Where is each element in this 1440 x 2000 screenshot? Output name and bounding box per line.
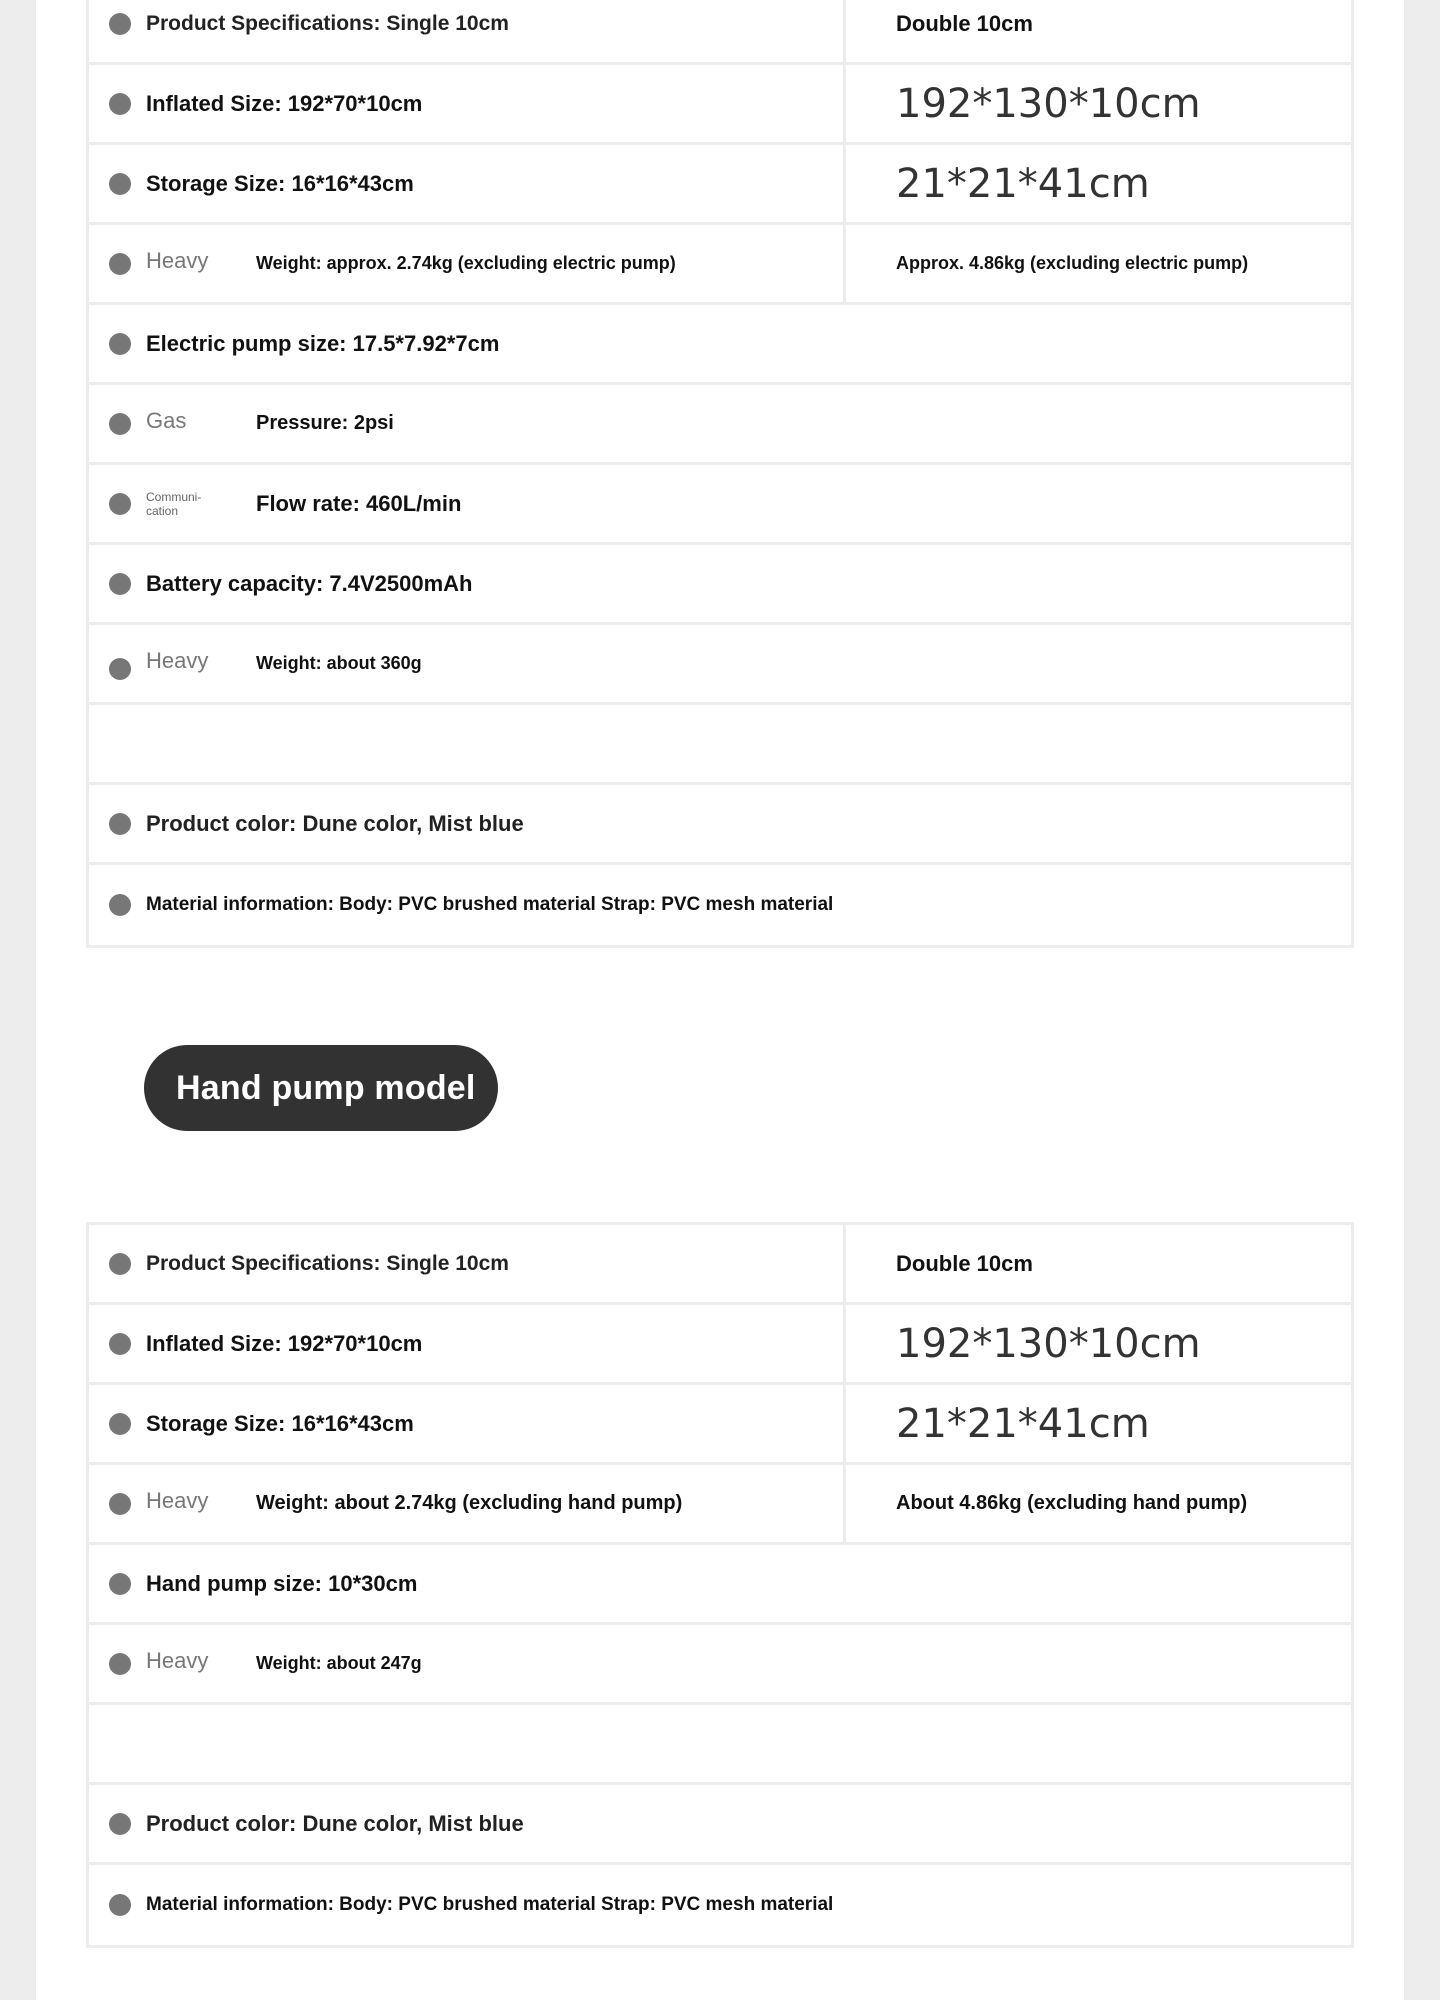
weight-label: Weight: about 2.74kg (excluding hand pump) [256, 1492, 683, 1514]
weight-value: About 4.86kg (excluding hand pump) [896, 1492, 1248, 1514]
color-label: Product color: Dune color, Mist blue [146, 1810, 524, 1836]
table-row [89, 1465, 1351, 1545]
material-label: Material information: Body: PVC brushed material Strap: PVC mesh material [146, 1894, 834, 1915]
weight-prefix: Heavy [146, 1487, 209, 1513]
hand-spec-table [86, 1222, 1354, 1948]
table-cell [89, 65, 846, 142]
table-cell [89, 145, 846, 222]
hand-pump-heading-text: Hand pump model [176, 1068, 476, 1107]
flow-prefix: Communi- cation [146, 489, 202, 518]
table-cell [846, 1305, 1351, 1382]
table-cell [846, 1465, 1351, 1542]
table-cell [89, 225, 846, 302]
table-cell [89, 545, 1351, 622]
pump-weight-prefix: Heavy [146, 1647, 209, 1673]
bullet-icon [109, 173, 131, 195]
pressure-label: Pressure: 2psi [256, 412, 394, 434]
bullet-icon [109, 573, 131, 595]
storage-size-label: Storage Size: 16*16*43cm [146, 170, 414, 196]
table-cell [89, 1865, 1351, 1945]
table-row [89, 225, 1351, 305]
pump-size-label: Electric pump size: 17.5*7.92*7cm [146, 330, 500, 356]
inflated-size-label: Inflated Size: 192*70*10cm [146, 1330, 423, 1356]
table-cell [89, 705, 1351, 782]
flow-rate-label: Flow rate: 460L/min [256, 490, 462, 516]
table-row [89, 385, 1351, 465]
storage-size-value: 21*21*41cm [896, 1400, 1150, 1447]
table-row [89, 465, 1351, 545]
table-row [89, 1865, 1351, 1945]
table-cell [89, 1705, 1351, 1782]
bullet-icon [109, 253, 131, 275]
bullet-icon [109, 1813, 131, 1835]
bullet-icon [109, 1413, 131, 1435]
weight-value: Approx. 4.86kg (excluding electric pump) [896, 253, 1249, 273]
table-cell [89, 1785, 1351, 1862]
table-row [89, 305, 1351, 385]
bullet-icon [109, 13, 131, 35]
bullet-icon [109, 1653, 131, 1675]
table-cell [89, 1625, 1351, 1702]
weight-prefix: Heavy [146, 247, 209, 273]
table-row [89, 625, 1351, 705]
bullet-icon [109, 813, 131, 835]
pump-weight-label: Weight: about 360g [256, 653, 422, 673]
table-cell [846, 1385, 1351, 1462]
table-row [89, 145, 1351, 225]
bullet-icon [109, 1894, 131, 1916]
inflated-size-value: 192*130*10cm [896, 80, 1201, 127]
table-cell [89, 785, 1351, 862]
table-row [89, 1225, 1351, 1305]
spec-value: Double 10cm [896, 1250, 1033, 1276]
battery-label: Battery capacity: 7.4V2500mAh [146, 570, 473, 596]
table-cell [89, 865, 1351, 945]
storage-size-value: 21*21*41cm [896, 160, 1150, 207]
pump-weight-label: Weight: about 247g [256, 1653, 422, 1673]
bullet-icon [109, 658, 131, 680]
table-cell [89, 465, 1351, 542]
material-label: Material information: Body: PVC brushed material Strap: PVC mesh material [146, 894, 834, 915]
table-row [89, 1545, 1351, 1625]
table-cell [846, 225, 1351, 302]
bullet-icon [109, 1573, 131, 1595]
table-row [89, 785, 1351, 865]
table-row [89, 865, 1351, 945]
table-row [89, 1385, 1351, 1465]
electric-spec-table [86, 0, 1354, 948]
table-cell [89, 1545, 1351, 1622]
table-row [89, 1625, 1351, 1705]
table-cell [89, 1465, 846, 1542]
table-cell [846, 65, 1351, 142]
bullet-icon [109, 413, 131, 435]
table-row [89, 65, 1351, 145]
pump-size-label: Hand pump size: 10*30cm [146, 1570, 418, 1596]
inflated-size-value: 192*130*10cm [896, 1320, 1201, 1367]
inflated-size-label: Inflated Size: 192*70*10cm [146, 90, 423, 116]
table-row [89, 1305, 1351, 1385]
pressure-prefix: Gas [146, 407, 187, 433]
table-cell [89, 1385, 846, 1462]
table-cell [846, 145, 1351, 222]
table-cell [89, 1225, 846, 1302]
table-row [89, 545, 1351, 625]
table-cell [89, 305, 1351, 382]
pump-weight-prefix: Heavy [146, 647, 209, 673]
bullet-icon [109, 93, 131, 115]
weight-label: Weight: approx. 2.74kg (excluding electric pump) [256, 253, 676, 273]
bullet-icon [109, 493, 131, 515]
table-cell [89, 625, 1351, 702]
table-cell [89, 1305, 846, 1382]
spec-label: Product Specifications: Single 10cm [146, 1251, 509, 1275]
table-row-empty [89, 1705, 1351, 1785]
table-cell [89, 385, 1351, 462]
spec-value: Double 10cm [896, 10, 1033, 36]
table-row [89, 1785, 1351, 1865]
hand-pump-heading [144, 1045, 498, 1131]
color-label: Product color: Dune color, Mist blue [146, 810, 524, 836]
spec-label: Product Specifications: Single 10cm [146, 11, 509, 35]
table-cell [846, 1225, 1351, 1302]
bullet-icon [109, 333, 131, 355]
table-cell [846, 0, 1351, 62]
table-row [89, 0, 1351, 65]
table-row-empty [89, 705, 1351, 785]
bullet-icon [109, 1493, 131, 1515]
bullet-icon [109, 1253, 131, 1275]
bullet-icon [109, 894, 131, 916]
bullet-icon [109, 1333, 131, 1355]
storage-size-label: Storage Size: 16*16*43cm [146, 1410, 414, 1436]
table-cell [89, 0, 846, 62]
